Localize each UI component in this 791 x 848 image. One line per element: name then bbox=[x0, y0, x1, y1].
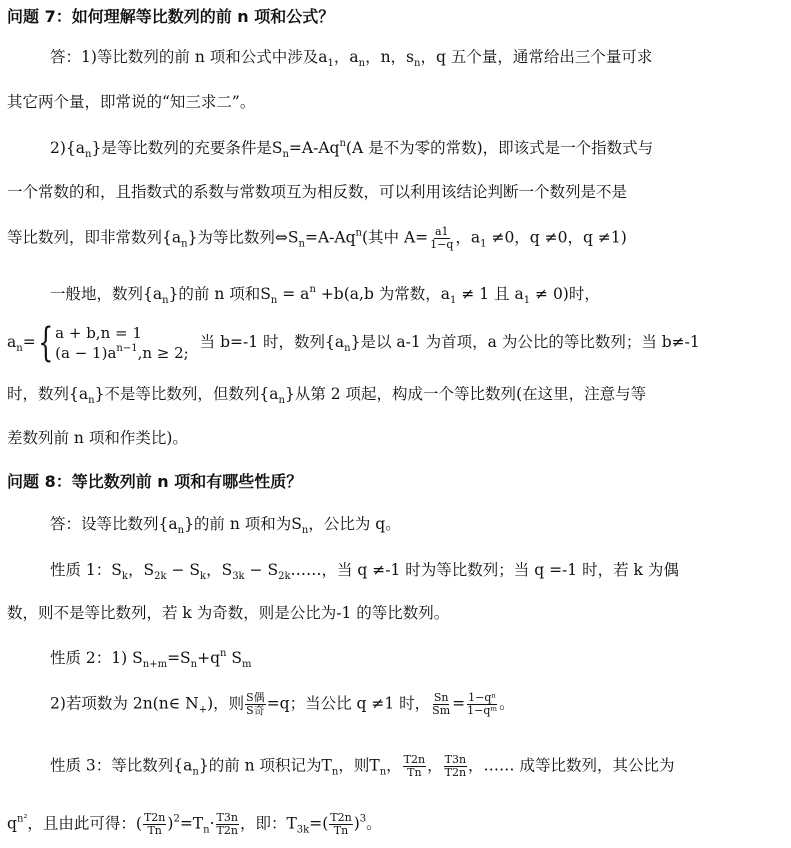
fraction-t2n-over-tn-squared: $\frac{T2n}{Tn}$ bbox=[143, 811, 166, 837]
q8-property-2-line-1: 性质 2：1) $S_{n+m}=S_n+q^n$ $S_m$ bbox=[50, 648, 252, 670]
fraction-sn-over-sm: $\frac{Sn}{Sm}$ bbox=[432, 691, 451, 717]
fraction-t3n-over-t2n: $\frac{T3n}{T2n}$ bbox=[444, 753, 467, 779]
fraction-a1-over-1-minus-q: $\frac{a1}{1-q}$ bbox=[430, 225, 454, 251]
q7-answer-line-2: 其它两个量，即常说的“知三求二”。 bbox=[7, 93, 256, 111]
q8-property-1-line-1: 性质 1：$S_k$，$S_{2k} - S_k$，$S_{3k}$ − $S_{2k}\dots\dots$，当 q ≠-1 时为等比数列；当 q =-1 时，若 k 为偶 bbox=[50, 561, 679, 582]
q7-title: 问题 7：如何理解等比数列的前 n 项和公式？ bbox=[7, 7, 335, 26]
q7-general-line-1: 一般地，数列$\{a_n\}$的前 n 项和$S_n = a^n +b(a,b$ 为常数，$a_1 \ne 1$ 且 $a_1 \ne 0$)时， bbox=[50, 284, 600, 306]
q7-condition-line-3: 等比数列，即非常数列$\{a_n\}$为等比数列$\Leftrightarrow S_n=A-Aq^n$(其中 A= $\frac{a1}{1-q}$ ，$a_1 \ne 0$，q ≠0，q ≠1) bbox=[7, 225, 627, 251]
q8-title: 问题 8：等比数列前 n 项和有哪些性质？ bbox=[7, 472, 303, 491]
q8-property-1-line-2: 数，则不是等比数列，若 k 为奇数，则是公比为-1 的等比数列。 bbox=[7, 604, 450, 622]
fraction-s-even-over-s-odd: $\frac{\text{S偶}}{\text{S奇}}$ bbox=[246, 691, 265, 717]
q7-answer-line-1: 答：1)等比数列的前 n 项和公式中涉及$a_1$，$a_n$，n，$s_n$，q 五个量，通常给出三个量可求 bbox=[50, 48, 653, 69]
q8-property-3-line-2: $q^{n^2}$，且由此可得：( $\frac{T2n}{Tn}$ )$^2=T_n\cdot$ $\frac{T3n}{T2n}$ ，即：$T_{3k}=$( $\frac{T2n}{Tn}$ )$^3$。 bbox=[7, 811, 382, 837]
fraction-q-powers: $\frac{\text{1−qⁿ}}{\text{1−qᵐ}}$ bbox=[467, 691, 498, 717]
q7-condition-line-2: 一个常数的和，且指数式的系数与常数项互为相反数，可以利用该结论判断一个数列是不是 bbox=[7, 183, 628, 201]
q7-general-line-3: 时，数列$\{a_n\}$不是等比数列，但数列$\{a_n\}$从第 2 项起，构成一个等比数列(在这里，注意与等 bbox=[7, 385, 647, 406]
piecewise-cases: a + b,n = 1 $(a - 1)a^{n-1},n \ge 2$; bbox=[55, 324, 189, 362]
q7-piecewise-line: $a_n=${ a + b,n = 1 $(a - 1)a^{n-1},n \ge 2$; 当 b=-1 时，数列$\{a_n\}$是以 a-1 为首项，a 为公比的等比数列；当 b≠-1 bbox=[7, 320, 700, 366]
q7-condition-line-1: $2)\{a_n\}$是等比数列的充要条件是$S_n=A-Aq^n(A$ 是不为零的常数)，即该式是一个指数式与 bbox=[50, 138, 654, 160]
q8-property-3-line-1: 性质 3：等比数列$\{a_n\}$的前 n 项积记为$T_n$，则$T_n$， $\frac{T2n}{Tn}$ ， $\frac{T3n}{T2n}$ ，…… 成等比数列，其公比为 bbox=[50, 753, 675, 779]
left-brace: { bbox=[37, 320, 54, 366]
q8-intro: 答：设等比数列$\{a_n\}$的前 n 项和为$S_n$，公比为 q。 bbox=[50, 515, 401, 536]
fraction-t2n-over-tn: $\frac{T2n}{Tn}$ bbox=[403, 753, 426, 779]
fraction-t3n-over-t2n-product: $\frac{T3n}{T2n}$ bbox=[216, 811, 238, 837]
q8-property-2-line-2: 2)若项数为 2n(n∈ $N_+$)，则 $\frac{\text{S偶}}{\text{S奇}}$ =q；当公比 q ≠1 时， $\frac{Sn}{Sm}$ = $\frac{\text{1−qⁿ}}{\text{1−qᵐ}}$ 。 bbox=[50, 691, 515, 717]
q7-general-line-4: 差数列前 n 项和作类比)。 bbox=[7, 429, 188, 447]
fraction-t2n-over-tn-cubed: $\frac{T2n}{Tn}$ bbox=[330, 811, 352, 837]
